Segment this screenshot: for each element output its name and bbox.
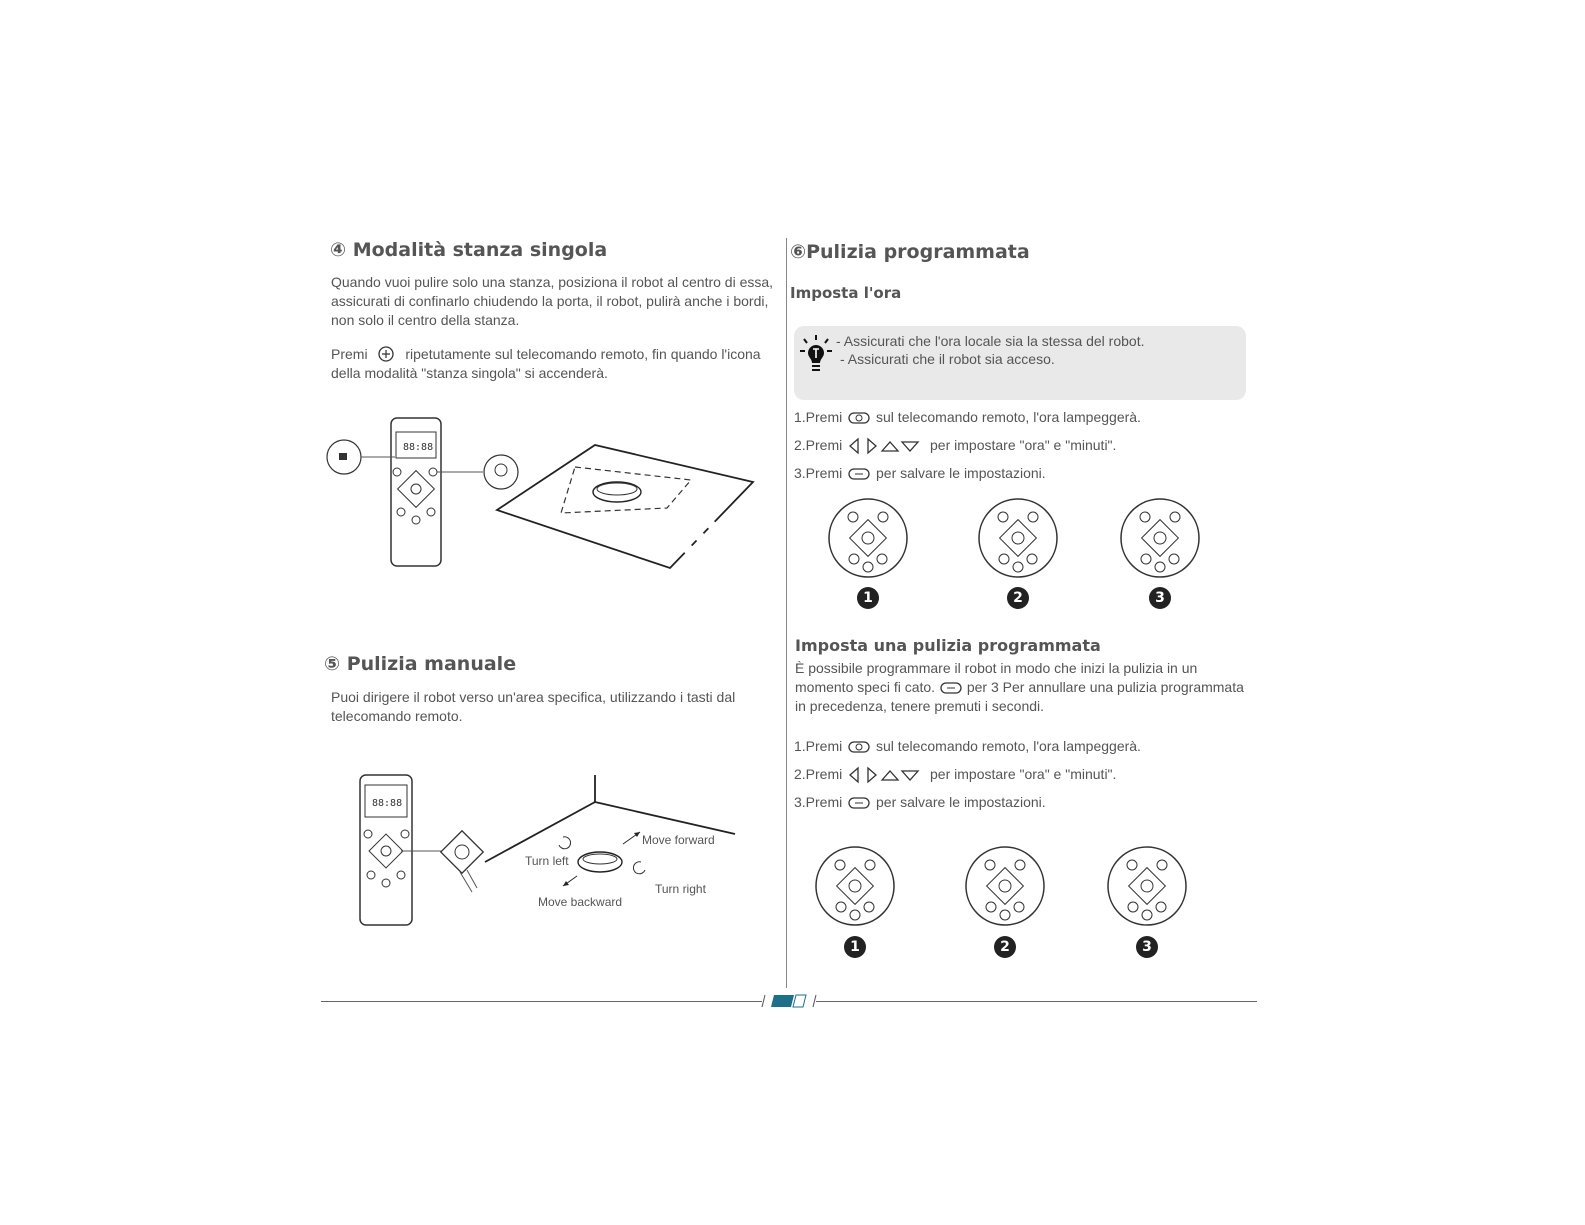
step-number-2: 2 [1007,587,1029,609]
step-2-b [794,765,1116,784]
remote-control [391,418,441,566]
remote-dial [1121,499,1199,577]
lightbulb-icon [798,334,834,376]
remote-dial [829,499,907,577]
step-1-b-text: sul telecomando remoto, l'ora lampeggerà. [876,738,1141,754]
clock-button-icon [846,740,872,754]
step-number-2-b: 2 [994,936,1016,958]
step-number-3: 3 [1149,587,1171,609]
step-1-text: sul telecomando remoto, l'ora lampeggerà. [876,409,1141,425]
arrow-buttons-icon [846,766,926,784]
step-number-1-b: 1 [844,936,866,958]
scheduled-para-b: per 3 Per annullare una pulizia programmata in precedenza, tenere premuti i secondi. [795,679,1244,714]
section5-paragraph: Puoi dirigere il robot verso un'area specifica, utilizzando i tasti dal telecomando remoto. [331,689,736,724]
step-1-b [794,737,1141,756]
save-button-icon [846,796,872,810]
set-time-subtitle: Imposta l'ora [790,284,902,302]
step-number-3-b: 3 [1136,936,1158,958]
press-label: Premi [331,346,368,362]
remote-display-text: 88:88 [403,442,434,453]
step-3-b-text: per salvare le impostazioni. [876,794,1046,810]
label-move-forward: Move forward [642,833,715,847]
column-divider [786,238,787,988]
remote-dial [816,847,894,925]
step-3 [794,464,1046,483]
remote-dial [1108,847,1186,925]
remote-control [360,775,412,925]
schedule-button-icon [939,681,963,695]
step-1 [794,408,1141,427]
scheduled-cleaning-subtitle: Imposta una pulizia programmata [795,636,1101,655]
step-2 [794,436,1116,455]
section4-title: ④ Modalità stanza singola [330,239,608,261]
step-number-1: 1 [857,587,879,609]
section4-press-text [331,345,781,383]
remote-display-text: 88:88 [372,798,403,809]
step-2-b-label: 2.Premi [794,766,843,782]
single-room-illustration [325,410,765,575]
step-2-text: per impostare "ora" e "minuti". [930,437,1117,453]
tip-box [794,326,1246,400]
arrow-buttons-icon [846,437,926,455]
clock-button-icon [846,411,872,425]
section6-title: ⑥Pulizia programmata [790,241,1030,263]
step-3-b [794,793,1046,812]
step-3-label: 3.Premi [794,465,843,481]
step-1-b-label: 1.Premi [794,738,843,754]
page-marker-icon [760,993,818,1009]
mode-button-icon [371,346,401,364]
label-turn-right: Turn right [655,882,706,896]
step-3-b-label: 3.Premi [794,794,843,810]
scheduled-para-a: È possibile programmare il robot in modo che inizi la pulizia in un momento speci fi cato. [795,660,1198,695]
manual-cleaning-illustration [355,770,755,930]
tip-line-1: - Assicurati che l'ora locale sia la stessa del robot. [836,333,1145,349]
footer-line-right [816,1001,1257,1002]
save-button-icon [846,467,872,481]
scheduled-cleaning-paragraph [795,659,1247,716]
label-turn-left: Turn left [525,854,569,868]
footer-line-left [321,1001,762,1002]
step-1-label: 1.Premi [794,409,843,425]
step-2-label: 2.Premi [794,437,843,453]
section5-title: ⑤ Pulizia manuale [324,653,517,675]
step-2-b-text: per impostare "ora" e "minuti". [930,766,1117,782]
section4-paragraph: Quando vuoi pulire solo una stanza, posiziona il robot al centro di essa, assicurati di confinarlo chiudendo la porta, il robot, pulirà anche i bordi, non solo il centro della stanza. [331,274,774,328]
step-3-text: per salvare le impostazioni. [876,465,1046,481]
tip-line-2: - Assicurati che il robot sia acceso. [840,351,1055,367]
remote-dial [979,499,1057,577]
remote-dial [966,847,1044,925]
label-move-backward: Move backward [538,895,623,909]
press-description: ripetutamente sul telecomando remoto, fin quando l'icona della modalità "stanza singola" si accenderà. [331,346,761,382]
